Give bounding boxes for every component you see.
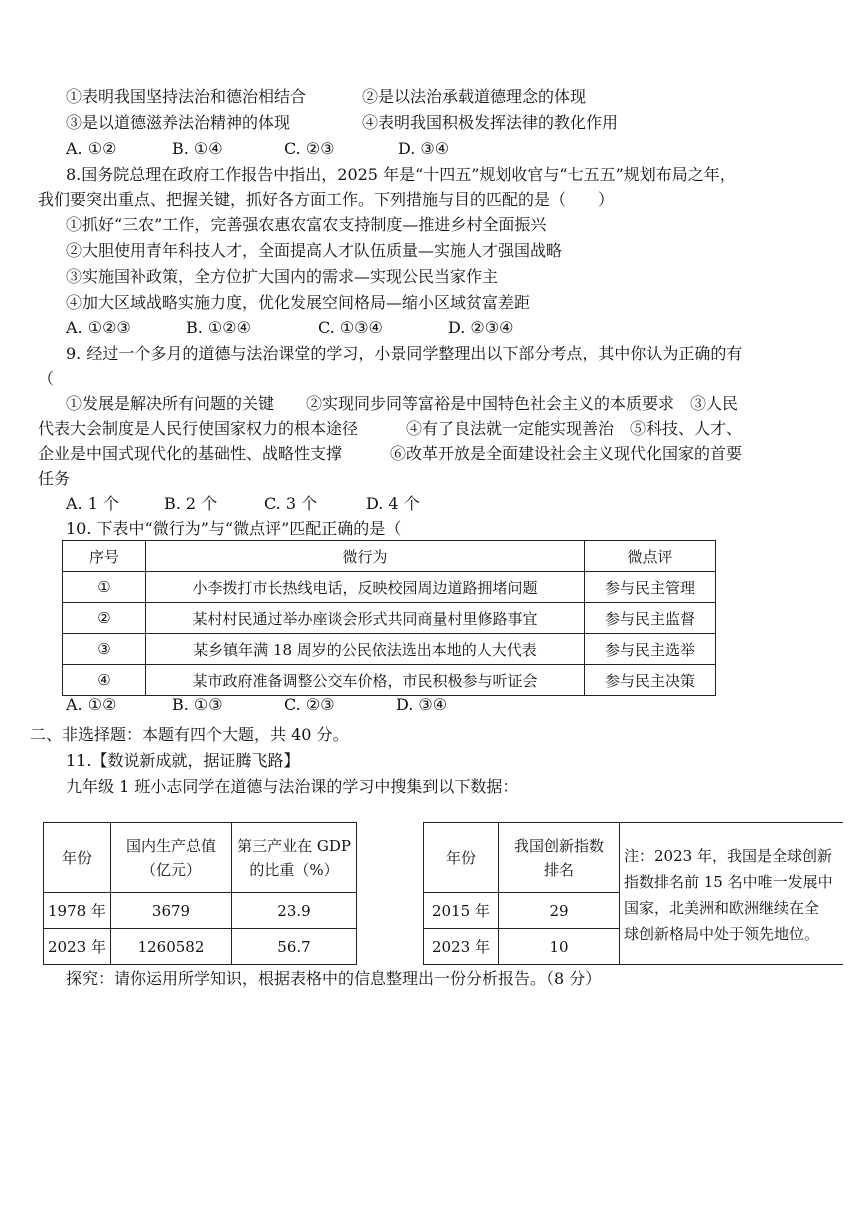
innov-note-line4: 球创新格局中处于领先地位。 — [624, 925, 820, 943]
q10-row2-comment: 参与民主监督 — [585, 603, 716, 634]
gdp-header-gdp-line1: 国内生产总值 — [125, 836, 216, 855]
innov-note-line3: 国家，北美洲和欧洲继续在全 — [624, 899, 820, 917]
gdp-header-gdp-line2: （亿元） — [140, 860, 201, 879]
gdp-row1-gdp: 3679 — [111, 893, 232, 929]
q7-choice-d: D. ③④ — [398, 139, 450, 158]
q10-table — [62, 540, 716, 696]
table-row — [63, 572, 716, 603]
table-row — [44, 929, 357, 965]
q9-stem-line1: 9. 经过一个多月的道德与法治课堂的学习，小景同学整理出以下部分考点，其中你认为正确的有 — [66, 344, 743, 363]
q10-row1-no: ① — [63, 572, 146, 603]
q8-item-2: ②大胆使用青年科技人才，全面提高人才队伍质量—实施人才强国战略 — [66, 241, 563, 260]
gdp-header-tertiary-line1: 第三产业在 GDP — [237, 836, 351, 855]
q8-item-3: ③实施国补政策，全方位扩大国内的需求—实现公民当家作主 — [66, 267, 499, 286]
q10-choice-d: D. ③④ — [396, 695, 448, 714]
q10-choice-b: B. ①③ — [172, 695, 223, 714]
q9-body-line2: 代表大会制度是人民行使国家权力的根本途径 ④有了良法就一定能实现善治 ⑤科技、人才、 — [38, 419, 743, 438]
q9-stem-line2: （ — [38, 369, 55, 388]
innov-header-rank-line1: 我国创新指数 — [513, 836, 604, 855]
q9-choice-c: C. 3 个 — [264, 494, 318, 513]
gdp-table — [43, 822, 357, 965]
q8-choice-c: C. ①③④ — [318, 318, 383, 337]
gdp-row2-gdp: 1260582 — [111, 929, 232, 965]
q10-header-behavior: 微行为 — [146, 541, 585, 572]
q7-statement-1: ①表明我国坚持法治和德治相结合 — [66, 87, 307, 106]
innov-row2-year: 2023 年 — [424, 929, 499, 965]
q10-header-comment: 微点评 — [585, 541, 716, 572]
innov-header-rank-line2: 排名 — [543, 860, 574, 879]
q7-statement-3: ③是以道德滋养法治精神的体现 — [66, 113, 291, 132]
q7-statement-2: ②是以法治承载道德理念的体现 — [362, 87, 587, 106]
q7-choice-a: A. ①② — [66, 139, 117, 158]
innov-row1-year: 2015 年 — [424, 893, 499, 929]
q10-row2-no: ② — [63, 603, 146, 634]
q8-choice-b: B. ①②④ — [186, 318, 251, 337]
innovation-table — [423, 822, 843, 965]
q11-intro: 九年级 1 班小志同学在道德与法治课的学习中搜集到以下数据： — [66, 777, 519, 796]
table-row — [63, 634, 716, 665]
section-heading: 二、非选择题：本题有四个大题，共 40 分。 — [30, 725, 349, 744]
q9-body-line1: ①发展是解决所有问题的关键 ②实现同步同等富裕是中国特色社会主义的本质要求 ③人民 — [66, 394, 739, 413]
innov-header-rank — [499, 823, 620, 893]
q8-item-1: ①抓好“三农”工作，完善强农惠农富农支持制度—推进乡村全面振兴 — [66, 215, 547, 234]
q8-choice-d: D. ②③④ — [448, 318, 514, 337]
innov-note — [620, 823, 844, 965]
innov-header-year: 年份 — [424, 823, 499, 893]
gdp-header-gdp — [111, 823, 232, 893]
q9-body-line3: 企业是中国式现代化的基础性、战略性支撑 ⑥改革开放是全面建设社会主义现代化国家的首要 — [38, 444, 743, 463]
q7-choice-b: B. ①④ — [172, 139, 223, 158]
q9-body-line4: 任务 — [38, 469, 71, 488]
q7-statement-4: ④表明我国积极发挥法律的教化作用 — [362, 113, 619, 132]
gdp-row1-year: 1978 年 — [44, 893, 111, 929]
q10-choice-a: A. ①② — [66, 695, 117, 714]
gdp-row2-tertiary: 56.7 — [232, 929, 357, 965]
innov-note-line2: 指数排名前 15 名中唯一发展中 — [624, 873, 833, 891]
gdp-row1-tertiary: 23.9 — [232, 893, 357, 929]
q10-row4-no: ④ — [63, 665, 146, 696]
innov-row1-rank: 29 — [499, 893, 620, 929]
q10-row3-no: ③ — [63, 634, 146, 665]
q10-header-no: 序号 — [63, 541, 146, 572]
q10-row4-behavior: 某市政府准备调整公交车价格，市民积极参与听证会 — [146, 665, 585, 696]
q7-choice-c: C. ②③ — [284, 139, 335, 158]
q9-choice-a: A. 1 个 — [66, 494, 119, 513]
gdp-header-tertiary-line2: 的比重（%） — [249, 860, 339, 879]
table-row — [63, 603, 716, 634]
gdp-header-tertiary — [232, 823, 357, 893]
q10-stem: 10. 下表中“微行为”与“微点评”匹配正确的是（ — [66, 519, 402, 538]
innov-row2-rank: 10 — [499, 929, 620, 965]
q10-row1-behavior: 小李拨打市长热线电话，反映校园周边道路拥堵问题 — [146, 572, 585, 603]
q8-item-4: ④加大区域战略实施力度，优化发展空间格局—缩小区域贫富差距 — [66, 293, 531, 312]
q10-row1-comment: 参与民主管理 — [585, 572, 716, 603]
q11-task: 探究：请你运用所学知识，根据表格中的信息整理出一份分析报告。（8 分） — [66, 969, 602, 988]
q11-title: 11.【数说新成就，据证腾飞路】 — [66, 751, 300, 770]
q10-row3-comment: 参与民主选举 — [585, 634, 716, 665]
q10-row4-comment: 参与民主决策 — [585, 665, 716, 696]
gdp-header-year: 年份 — [44, 823, 111, 893]
q9-choice-d: D. 4 个 — [366, 494, 420, 513]
q10-choice-c: C. ②③ — [284, 695, 335, 714]
q8-choice-a: A. ①②③ — [66, 318, 131, 337]
q8-stem-line1: 8.国务院总理在政府工作报告中指出，2025 年是“十四五”规划收官与“七五五”规划布局之年， — [66, 165, 736, 184]
q8-stem-line2: 我们要突出重点、把握关键，抓好各方面工作。下列措施与目的匹配的是（ ） — [38, 190, 615, 209]
gdp-row2-year: 2023 年 — [44, 929, 111, 965]
q9-choice-b: B. 2 个 — [164, 494, 218, 513]
table-row — [44, 893, 357, 929]
innov-note-line1: 注：2023 年，我国是全球创新 — [624, 847, 832, 865]
table-row — [63, 665, 716, 696]
q10-row3-behavior: 某乡镇年满 18 周岁的公民依法选出本地的人大代表 — [146, 634, 585, 665]
q10-row2-behavior: 某村村民通过举办座谈会形式共同商量村里修路事宜 — [146, 603, 585, 634]
